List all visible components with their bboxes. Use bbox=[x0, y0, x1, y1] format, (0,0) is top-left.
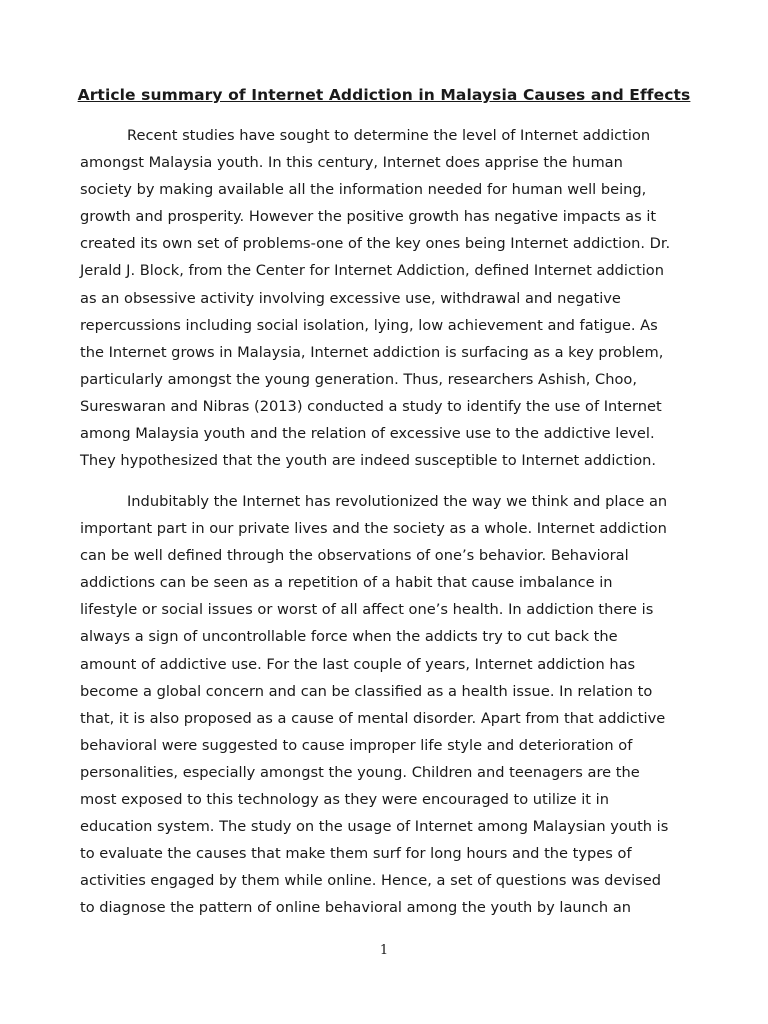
paragraph-line: to evaluate the causes that make them surf for long hours and the types of bbox=[80, 845, 632, 863]
paragraph-line: Recent studies have sought to determine the level of Internet addiction bbox=[127, 127, 651, 144]
document-title: Article summary of Internet Addiction in Malaysia Causes and Effects bbox=[77, 86, 691, 104]
paragraph-line: Indubitably the Internet has revolutionized the way we think and place an bbox=[127, 493, 668, 510]
paragraph-2 bbox=[80, 488, 692, 922]
paragraph-line: particularly amongst the young generation. Thus, researchers Ashish, Choo, bbox=[80, 370, 637, 388]
paragraph-line: activities engaged by them while online. Hence, a set of questions was devised bbox=[80, 872, 661, 890]
paragraph-line: can be well defined through the observations of one’s behavior. Behavioral bbox=[80, 547, 629, 565]
paragraph-line: They hypothesized that the youth are indeed susceptible to Internet addiction. bbox=[80, 452, 657, 470]
paragraph-line: created its own set of problems-one of the key ones being Internet addiction. Dr. bbox=[80, 235, 671, 253]
paragraph-line: amount of addictive use. For the last couple of years, Internet addiction has bbox=[80, 655, 636, 673]
paragraph-line: the Internet grows in Malaysia, Internet addiction is surfacing as a key problem, bbox=[80, 343, 664, 361]
paragraph-line: Jerald J. Block, from the Center for Internet Addiction, defined Internet addiction bbox=[80, 262, 664, 280]
paragraph-line: that, it is also proposed as a cause of mental disorder. Apart from that addictive bbox=[80, 709, 666, 727]
paragraph-line: addictions can be seen as a repetition of a habit that cause imbalance in bbox=[80, 574, 613, 592]
paragraph-line: most exposed to this technology as they were encouraged to utilize it in bbox=[80, 791, 609, 809]
paragraph-line: repercussions including social isolation, lying, low achievement and fatigue. As bbox=[80, 316, 658, 334]
paragraph-line: always a sign of uncontrollable force when the addicts try to cut back the bbox=[80, 628, 618, 646]
paragraph-line: as an obsessive activity involving excessive use, withdrawal and negative bbox=[80, 289, 621, 307]
paragraph-line: important part in our private lives and the society as a whole. Internet addiction bbox=[80, 520, 667, 538]
paragraph-line: Sureswaran and Nibras (2013) conducted a study to identify the use of Internet bbox=[80, 397, 662, 415]
paragraph-line: education system. The study on the usage of Internet among Malaysian youth is bbox=[80, 818, 669, 836]
paragraph-1 bbox=[80, 122, 692, 474]
paragraph-line: become a global concern and can be classified as a health issue. In relation to bbox=[80, 682, 653, 700]
paragraph-line: lifestyle or social issues or worst of all affect one’s health. In addiction there is bbox=[80, 601, 654, 619]
paragraph-line: society by making available all the information needed for human well being, bbox=[80, 181, 647, 199]
paragraph-line: amongst Malaysia youth. In this century, Internet does apprise the human bbox=[80, 154, 623, 172]
paragraph-line: to diagnose the pattern of online behavioral among the youth by launch an bbox=[80, 899, 632, 917]
paragraph-line: behavioral were suggested to cause improper life style and deterioration of bbox=[80, 736, 633, 754]
paragraph-line: among Malaysia youth and the relation of excessive use to the addictive level. bbox=[80, 425, 655, 443]
paragraph-line: growth and prosperity. However the positive growth has negative impacts as it bbox=[80, 208, 657, 226]
page-number: 1 bbox=[379, 943, 389, 958]
paragraph-line: personalities, especially amongst the young. Children and teenagers are the bbox=[80, 763, 640, 781]
